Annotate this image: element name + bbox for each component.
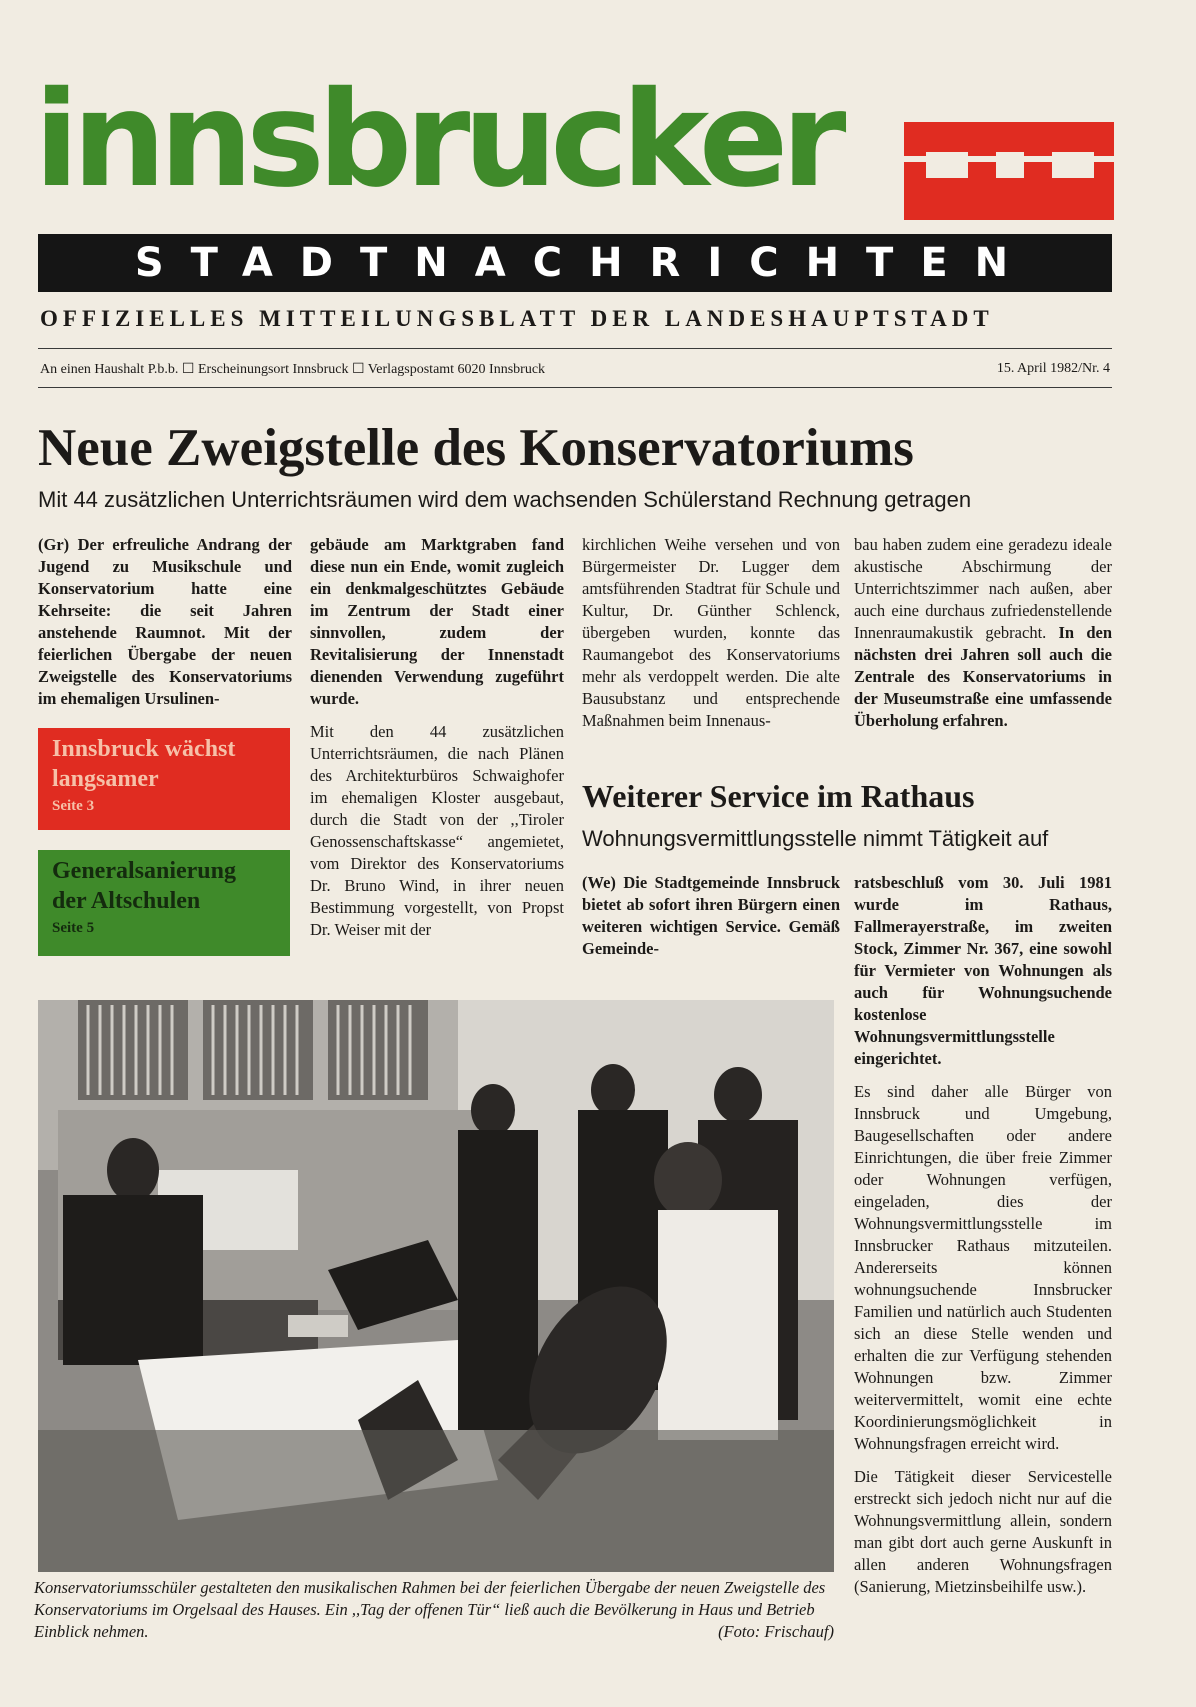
bottom-rule	[38, 387, 1112, 388]
paragraph: kirchlichen Weihe versehen und von Bürgermeister Dr. Lugger dem amtsführenden Stadtrat für Schule und Kultur, Dr. Günther Schlenck, übergeben wurden, konnte das Raumangebot des Konservatoriums mehr als verdoppelt werden. Die alte Bausubstanz und entsprechende Maßnahmen beim Innenaus-	[582, 535, 840, 730]
info-line	[40, 361, 1110, 378]
second-column-2	[854, 872, 1112, 1609]
teaser-title: Generalsanierung der Altschulen	[52, 858, 236, 914]
concert-photo	[38, 1000, 834, 1572]
masthead-title: innsbrucker	[34, 63, 840, 217]
main-headline: Neue Zweigstelle des Konservatoriums	[38, 419, 914, 477]
masthead-stripe	[38, 234, 1112, 292]
paragraph: (We) Die Stadtgemeinde Innsbruck bietet ab sofort ihren Bürgern einen weiteren wichtigen Service. Gemäß Gemeinde-	[582, 873, 840, 958]
paragraph: (Gr) Der erfreuliche Andrang der Jugend zu Musikschule und Konservatorium hatte eine Kehrseite: die seit Jahren anstehende Raumnot. Mit der feierlichen Übergabe der neuen Zweigstelle des Konservatoriums im ehemaligen Ursulinen-	[38, 535, 292, 708]
top-rule	[38, 348, 1112, 349]
main-subheadline: Mit 44 zusätzlichen Unterrichtsräumen wird dem wachsenden Schülerstand Rechnung getragen	[38, 487, 972, 512]
paragraph: Mit den 44 zusätzlichen Unterrichtsräumen, die nach Plänen des Architekturbüros Schwaighofer im ehemaligen Kloster ausgebaut, durch die Stadt von der ,,Tiroler Genossenschaftskasse“ angemietet, vom Direktor des Konservatoriums Dr. Bruno Wind, in ihrer neuen Bestimmung vorgestellt, von Propst Dr. Weiser mit der	[310, 722, 564, 939]
paragraph	[854, 534, 1112, 732]
issue-date: 15. April 1982/Nr. 4	[996, 361, 1110, 376]
article-column-2	[310, 534, 564, 952]
article-column-1	[38, 534, 292, 721]
caption-text: Konservatoriumsschüler gestalteten den musikalischen Rahmen bei der feierlichen Übergabe der neuen Zweigstelle des Konservatoriums im Orgelsaal des Hauses. Ein ,,Tag der offenen Tür“ ließ auch die Bevölkerung in Haus und Betrieb Einblick nehmen.	[34, 1578, 826, 1641]
paragraph: Die Tätigkeit dieser Servicestelle erstreckt sich jedoch nicht nur auf die Wohnungsvermittlung allein, sondern man gibt dort auch gerne Auskunft in allen anderen Wohnungsfragen (Sanierung, Mietzinsbeihilfe usw.).	[854, 1467, 1112, 1596]
city-logo-icon	[904, 122, 1114, 222]
photo-credit: (Foto: Frischauf)	[718, 1622, 834, 1641]
article-column-3	[582, 534, 840, 743]
second-column-1	[582, 872, 840, 971]
second-headline: Weiterer Service im Rathaus	[582, 778, 975, 814]
photo-caption	[34, 1577, 834, 1643]
paragraph-text-bold: In den nächsten drei Jahren soll auch die Zentrale des Konservatoriums in der Museumstraße eine umfassende Überholung erfahren.	[854, 623, 1112, 730]
teaser-page: Seite 5	[52, 920, 95, 936]
paragraph: Es sind daher alle Bürger von Innsbruck und Umgebung, Baugesellschaften oder andere Einrichtungen, die über freie Zimmer oder Wohnungen verfügen, eingeladen, dies der Wohnungsvermittlungsstelle im Innsbrucker Rathaus mitzuteilen. Andererseits können wohnungsuchende Innsbrucker Familien und natürlich auch Studenten sich an diese Stelle wenden und erhalten die zur Verfügung stehenden Wohnungen bzw. Zimmer weitervermittelt, womit eine echte Koordinierungsmöglichkeit in Wohnungsfragen erreicht wird.	[854, 1082, 1112, 1453]
paragraph: ratsbeschluß vom 30. Juli 1981 wurde im Rathaus, Fallmerayerstraße, im zweiten Stock, Zimmer Nr. 367, eine sowohl für Vermieter von Wohnungen als auch für Wohnungsuchende kostenlose Wohnungsvermittlungsstelle eingerichtet.	[854, 873, 1112, 1068]
paragraph-text: bau haben zudem eine geradezu ideale akustische Abschirmung der Unterrichtszimmer nach außen, aber auch eine durchaus zufriedenstellende Innenraumakustik gebracht.	[854, 535, 1112, 642]
masthead-subtitle: OFFIZIELLES MITTEILUNGSBLATT DER LANDESHAUPTSTADT	[40, 306, 994, 331]
teaser-page: Seite 3	[52, 798, 95, 814]
paragraph: gebäude am Marktgraben fand diese nun ein Ende, womit zugleich ein denkmalgeschütztes Gebäude im Zentrum der Stadt einer sinnvollen, zudem der Revitalisierung der Innenstadt dienenden Verwendung zugeführt wurde.	[310, 535, 564, 708]
teaser-box-population[interactable]	[38, 728, 290, 830]
masthead-stripe-text: STADTNACHRICHTEN	[134, 240, 1036, 286]
teaser-box-schools[interactable]	[38, 850, 290, 956]
second-subheadline: Wohnungsvermittlungsstelle nimmt Tätigkeit auf	[582, 826, 1049, 851]
postal-info: An einen Haushalt P.b.b. ☐ Erscheinungsort Innsbruck ☐ Verlagspostamt 6020 Innsbruck	[40, 362, 546, 377]
teaser-title: Innsbruck wächst langsamer	[52, 736, 236, 792]
article-column-4	[854, 534, 1112, 743]
